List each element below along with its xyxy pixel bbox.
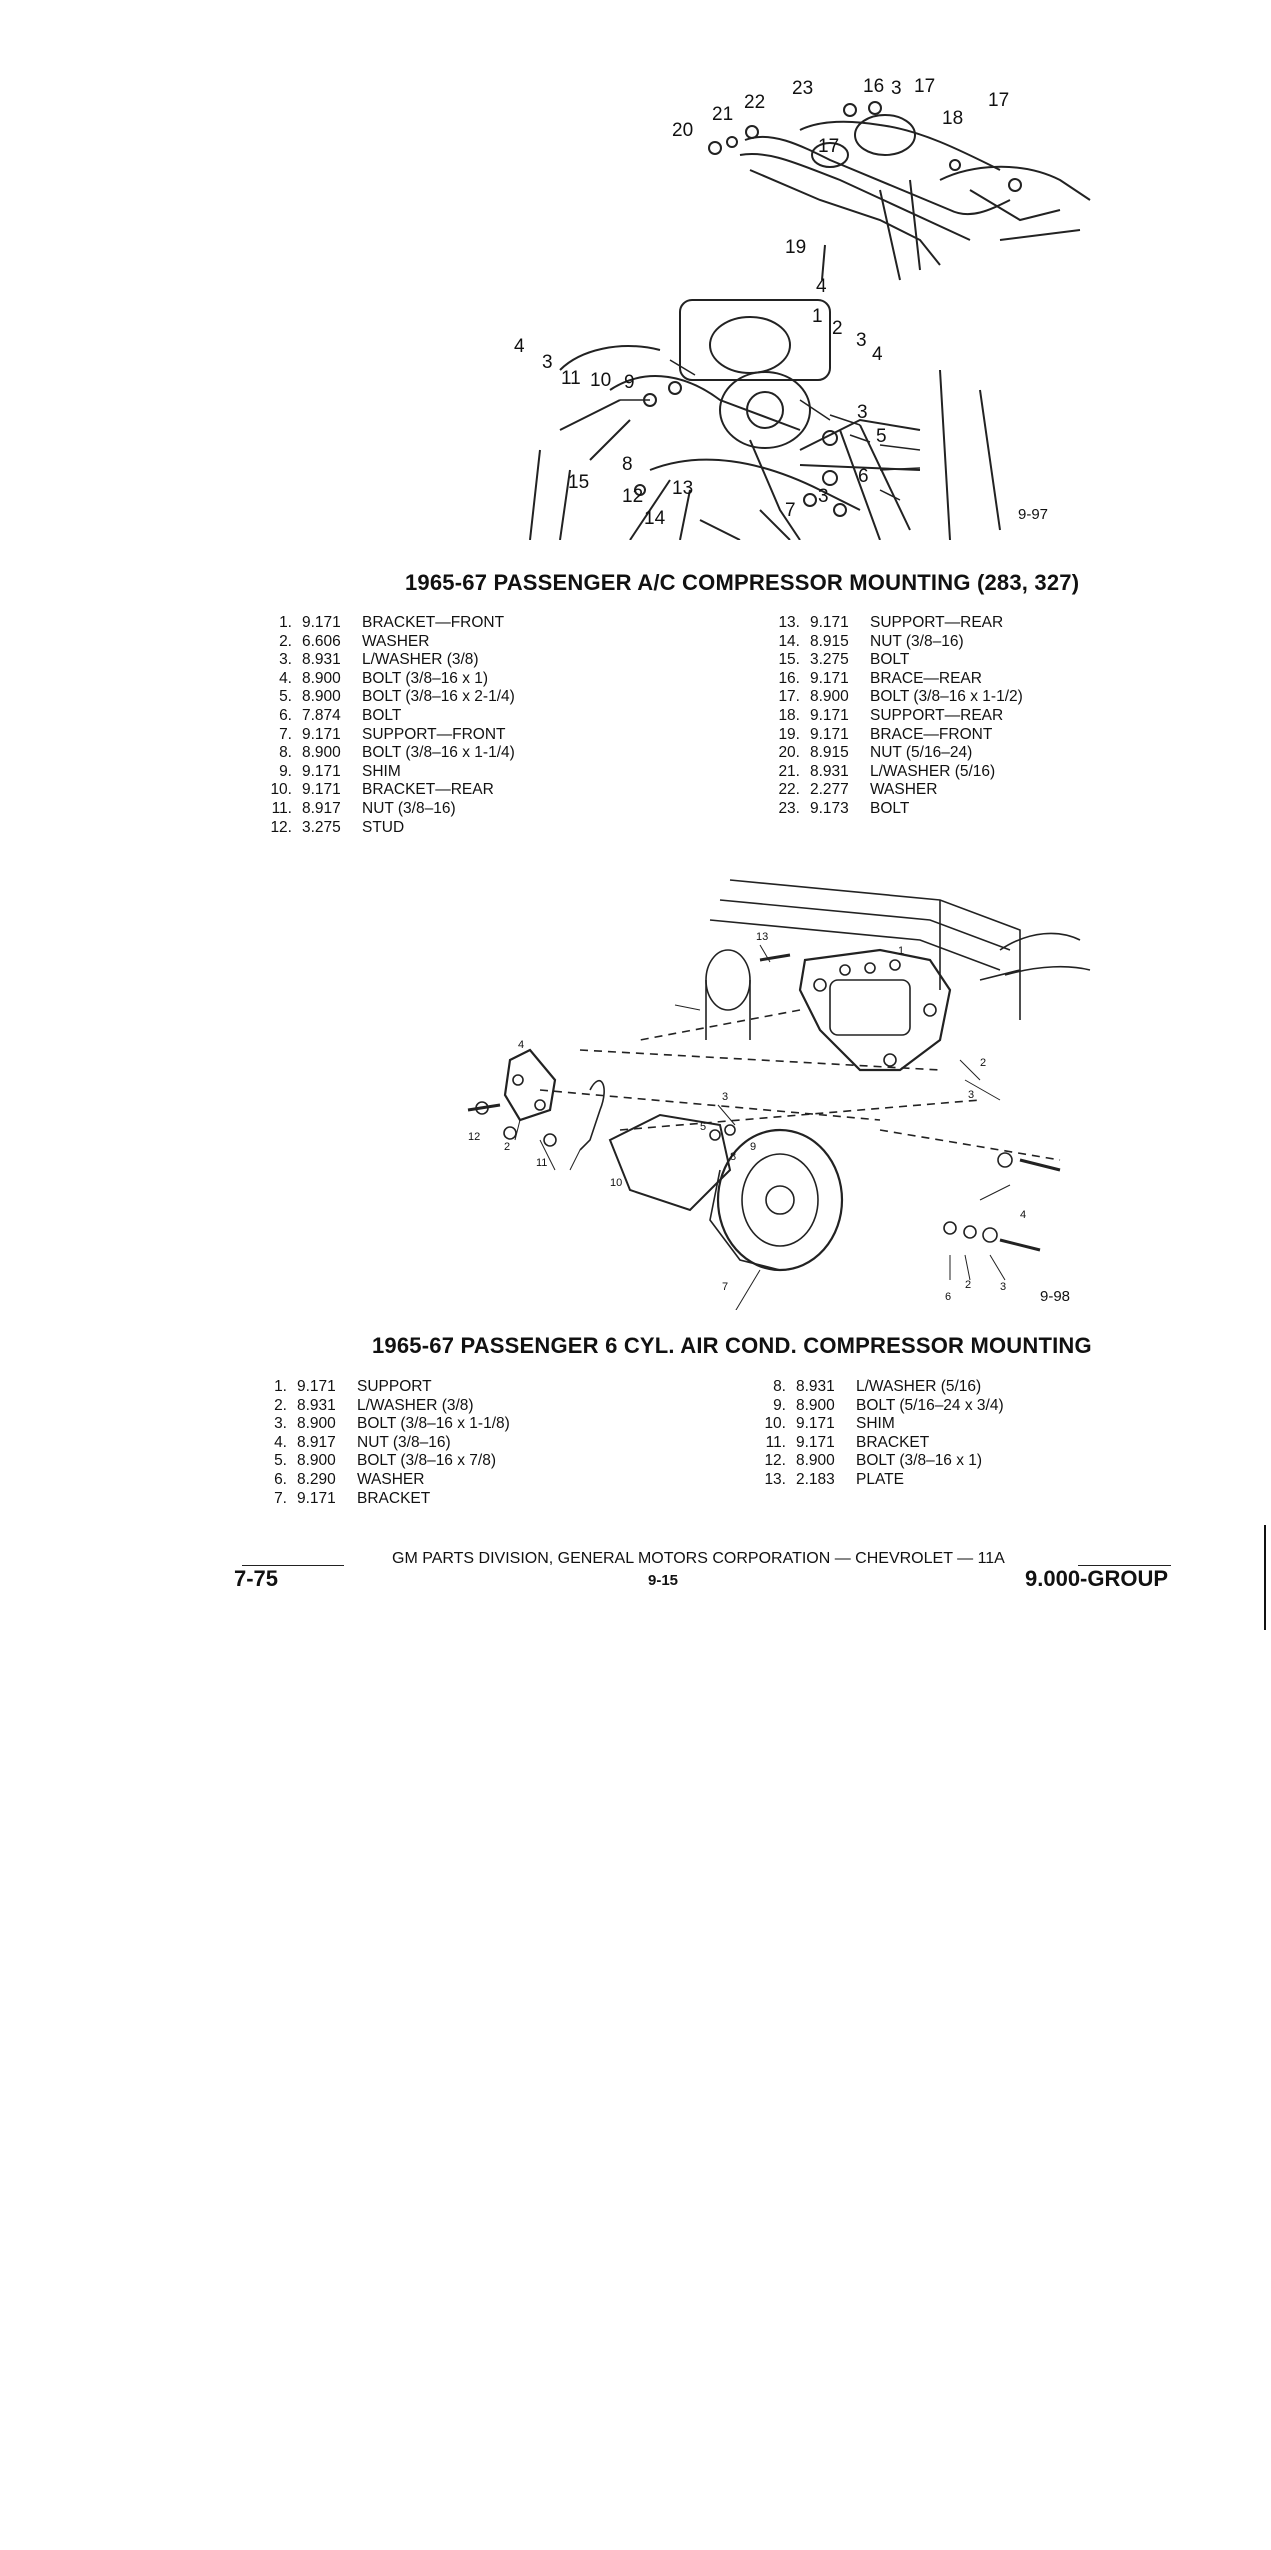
footer-date: 7-75 [234,1566,279,1591]
parts-list-right [770,614,1190,819]
parts-list-row [262,688,682,707]
part-description: WASHER [357,1470,425,1488]
item-number: 2. [279,632,292,650]
part-description: STUD [362,818,405,836]
part-code: 9.171 [302,781,341,799]
part-code: 8.900 [297,1415,336,1433]
part-code: 8.900 [810,688,849,706]
parts-list-row [257,1452,677,1471]
fig2-callout-8: 8 [730,1151,737,1163]
parts-list-row [257,1490,677,1509]
part-code: 9.171 [297,1489,336,1507]
part-code: 8.900 [297,1452,336,1470]
item-number: 18. [778,706,800,724]
parts-list-row [257,1471,677,1490]
part-description: BOLT [870,799,910,817]
item-number: 12. [764,1452,786,1470]
parts-list-row [770,670,1190,689]
fig2-callout-11: 11 [536,1157,548,1169]
part-description: SUPPORT—REAR [870,706,1004,724]
parts-list-row [756,1471,1176,1490]
page-number: 9-15 [648,1572,679,1589]
callout-16: 16 [863,76,885,97]
parts-list-row [770,800,1190,819]
item-number: 3. [279,651,292,669]
section-title: 1965-67 PASSENGER A/C COMPRESSOR MOUNTING (283, 327) [405,570,1080,595]
item-number: 11. [765,1433,786,1451]
figure-9-98 [460,870,1100,1310]
part-description: BRACKET—FRONT [362,614,505,631]
six-cyl-compressor-mounting-illustration [460,870,1100,1310]
item-number: 16. [778,669,800,687]
parts-list-right [756,1378,1176,1490]
fig2-callout-7: 7 [722,1281,729,1293]
callout-12: 12 [622,486,644,507]
parts-list-row [262,744,682,763]
part-code: 8.917 [302,799,341,817]
item-number: 19. [778,725,800,743]
parts-list-row [257,1378,677,1397]
parts-list-row [770,763,1190,782]
part-code: 7.874 [302,706,341,724]
parts-list-left [262,614,682,837]
part-code: 8.931 [302,651,341,669]
part-description: NUT (3/8–16) [362,799,456,817]
part-description: WASHER [870,781,938,799]
parts-list-row [257,1397,677,1416]
footer-publisher: GM PARTS DIVISION, GENERAL MOTORS CORPORATION — CHEVROLET — 11A [392,1550,1005,1567]
part-description: PLATE [856,1470,904,1488]
section-title: 1965-67 PASSENGER 6 CYL. AIR COND. COMPRESSOR MOUNTING [372,1333,1092,1358]
item-number: 10. [270,781,292,799]
callout-3e: 3 [818,486,829,507]
item-number: 3. [274,1415,287,1433]
fig2-callout-6: 6 [945,1291,952,1303]
part-description: L/WASHER (3/8) [357,1396,474,1414]
parts-list-row [756,1452,1176,1471]
item-number: 5. [279,688,292,706]
parts-list-row [756,1397,1176,1416]
binding-edge-mark [1264,1525,1266,1630]
item-number: 17. [778,688,800,706]
callout-1: 1 [812,306,823,327]
part-description: WASHER [362,632,430,650]
part-code: 9.171 [302,762,341,780]
item-number: 22. [778,781,800,799]
part-description: BRACKET [357,1489,431,1507]
part-description: BOLT (3/8–16 x 1) [856,1452,983,1470]
compressor-mounting-illustration-283-327 [500,70,1100,540]
item-number: 6. [274,1470,287,1488]
parts-list-row [262,633,682,652]
part-description: BRACKET—REAR [362,781,494,799]
part-description: BOLT (3/8–16 x 7/8) [357,1452,497,1470]
parts-list-row [257,1434,677,1453]
part-description: BOLT (5/16–24 x 3/4) [856,1396,1004,1414]
part-code: 2.277 [810,781,849,799]
fig2-callout-3c: 3 [1000,1281,1007,1293]
part-description: NUT (5/16–24) [870,744,973,762]
part-code: 9.171 [810,669,849,687]
parts-list-row [262,726,682,745]
parts-list-row [262,707,682,726]
part-code: 9.173 [810,799,849,817]
part-description: NUT (3/8–16) [870,632,964,650]
callout-3c: 3 [542,352,553,373]
item-number: 10. [764,1415,786,1433]
parts-list-row [262,670,682,689]
fig2-callout-13: 13 [756,931,769,943]
callout-9: 9 [624,372,635,393]
part-description: BOLT [362,706,402,724]
part-description: SHIM [856,1415,895,1433]
fig2-callout-12: 12 [468,1131,481,1143]
item-number: 9. [773,1396,786,1414]
part-code: 8.915 [810,632,849,650]
item-number: 7. [274,1489,287,1507]
item-number: 15. [778,651,800,669]
callout-3: 3 [891,78,902,99]
item-number: 9. [279,762,292,780]
fig2-callout-4: 4 [518,1039,525,1051]
item-number: 12. [270,818,292,836]
fig2-callout-1: 1 [898,945,905,957]
callout-6: 6 [858,466,869,487]
part-code: 8.931 [810,762,849,780]
parts-list-row [262,781,682,800]
part-code: 9.171 [810,614,849,631]
part-code: 8.900 [796,1396,835,1414]
parts-list-row [770,688,1190,707]
part-description: BOLT (3/8–16 x 1) [362,669,489,687]
item-number: 7. [279,725,292,743]
part-code: 8.931 [796,1378,835,1395]
part-code: 9.171 [302,725,341,743]
part-code: 8.931 [297,1396,336,1414]
footer-group: 9.000-GROUP [1025,1566,1169,1591]
parts-list-row [262,819,682,838]
figure-number: 9-98 [1040,1288,1071,1305]
part-description: BOLT (3/8–16 x 1-1/8) [357,1415,510,1433]
callout-13: 13 [672,478,694,499]
fig2-callout-2: 2 [504,1141,511,1153]
callout-7: 7 [785,500,796,521]
item-number: 8. [279,744,292,762]
fig2-callout-9: 9 [750,1141,757,1153]
part-code: 9.171 [796,1415,835,1433]
parts-list-row [770,614,1190,633]
callout-22: 22 [744,92,766,113]
item-number: 4. [274,1433,287,1451]
fig2-callout-4b: 4 [1020,1209,1027,1221]
part-description: BOLT (3/8–16 x 2-1/4) [362,688,515,706]
parts-list-row [770,726,1190,745]
item-number: 13. [778,614,800,631]
part-code: 8.900 [302,688,341,706]
parts-list-row [262,763,682,782]
fig2-callout-3b: 3 [968,1089,975,1101]
callout-17b: 17 [988,90,1010,111]
part-description: BOLT [870,651,910,669]
part-code: 8.900 [302,744,341,762]
part-code: 9.171 [810,706,849,724]
item-number: 6. [279,706,292,724]
callout-3b: 3 [856,330,867,351]
fig2-callout-10: 10 [610,1177,623,1189]
part-code: 8.290 [297,1470,336,1488]
fig2-callout-2c: 2 [965,1279,972,1291]
callout-4b: 4 [872,344,883,365]
parts-list-row [770,707,1190,726]
parts-list-row [756,1434,1176,1453]
fig2-callout-3: 3 [722,1091,729,1103]
parts-list-left [257,1378,677,1508]
part-code: 9.171 [297,1378,336,1395]
callout-11: 11 [561,368,581,389]
part-code: 8.900 [302,669,341,687]
part-description: L/WASHER (5/16) [870,762,996,780]
parts-list-row [257,1415,677,1434]
parts-list-row [770,633,1190,652]
part-code: 6.606 [302,632,341,650]
part-description: BRACE—FRONT [870,725,993,743]
part-description: SUPPORT—REAR [870,614,1004,631]
part-description: BRACE—REAR [870,669,982,687]
callout-18: 18 [942,108,964,129]
part-description: BOLT (3/8–16 x 1-1/4) [362,744,515,762]
part-description: L/WASHER (3/8) [362,651,479,669]
item-number: 5. [274,1452,287,1470]
part-code: 8.917 [297,1433,336,1451]
parts-list-row [756,1378,1176,1397]
parts-list-row [770,744,1190,763]
figure-number: 9-97 [1018,506,1049,523]
item-number: 21. [778,762,800,780]
callout-2: 2 [832,318,843,339]
parts-list-row [262,614,682,633]
callout-4a: 4 [816,276,827,297]
parts-list-row [262,800,682,819]
part-code: 8.900 [796,1452,835,1470]
fig2-callout-2b: 2 [980,1057,987,1069]
parts-list-row [262,651,682,670]
callout-14: 14 [644,508,666,529]
callout-19: 19 [785,237,807,258]
item-number: 20. [778,744,800,762]
fig2-callout-5: 5 [700,1121,707,1133]
item-number: 8. [773,1378,786,1395]
part-code: 3.275 [302,818,341,836]
callout-20: 20 [672,120,694,141]
parts-list-row [770,781,1190,800]
part-code: 9.171 [810,725,849,743]
parts-list-row [770,651,1190,670]
part-code: 8.915 [810,744,849,762]
item-number: 2. [274,1396,287,1414]
callout-5: 5 [876,426,887,447]
item-number: 14. [778,632,800,650]
part-code: 3.275 [810,651,849,669]
callout-4c: 4 [514,336,525,357]
item-number: 1. [279,614,292,631]
callout-3d: 3 [857,402,868,423]
callout-10: 10 [590,370,612,391]
callout-8: 8 [622,454,633,475]
item-number: 11. [271,799,292,817]
callout-23: 23 [792,78,814,99]
part-description: SHIM [362,762,401,780]
item-number: 13. [764,1470,786,1488]
part-code: 9.171 [302,614,341,631]
part-description: NUT (3/8–16) [357,1433,451,1451]
part-description: SUPPORT—FRONT [362,725,506,743]
figure-9-97 [500,70,1100,540]
part-description: BOLT (3/8–16 x 1-1/2) [870,688,1023,706]
item-number: 4. [279,669,292,687]
part-code: 9.171 [796,1433,835,1451]
part-description: L/WASHER (5/16) [856,1378,982,1395]
part-description: SUPPORT [357,1378,432,1395]
callout-15: 15 [568,472,590,493]
callout-17c: 17 [818,136,840,157]
parts-list-row [756,1415,1176,1434]
part-code: 2.183 [796,1470,835,1488]
part-description: BRACKET [856,1433,930,1451]
callout-21: 21 [712,104,734,125]
callout-17a: 17 [914,76,936,97]
item-number: 23. [778,799,800,817]
item-number: 1. [274,1378,287,1395]
